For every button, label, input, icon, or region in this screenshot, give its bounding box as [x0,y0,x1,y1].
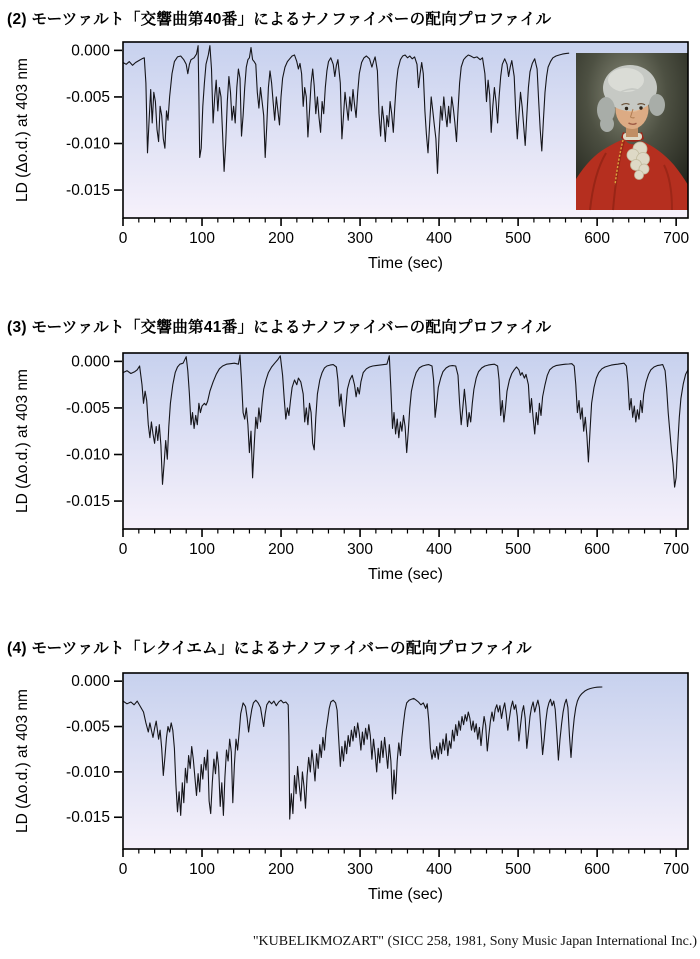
y-tick-label: -0.010 [66,135,110,153]
y-tick-label: -0.015 [66,809,110,827]
x-tick-label: 300 [347,541,374,558]
y-axis-title: LD (Δo.d.) at 403 nm [14,689,31,833]
album-citation: "KUBELIKMOZART" (SICC 258, 1981, Sony Music Japan International Inc.) [252,934,697,949]
x-tick-label: 700 [663,541,690,558]
x-tick-label: 500 [505,541,532,558]
x-tick-label: 600 [584,230,611,247]
x-tick-label: 400 [426,541,453,558]
x-tick-label: 700 [663,861,690,878]
x-tick-label: 600 [584,861,611,878]
y-axis-title: LD (Δo.d.) at 403 nm [14,369,31,513]
x-tick-label: 200 [268,861,294,878]
x-tick-label: 0 [118,230,128,247]
x-tick-label: 0 [118,861,128,878]
x-axis-title: Time (sec) [368,566,443,583]
x-tick-label: 300 [347,861,374,878]
y-axis [66,673,122,826]
x-tick-label: 400 [426,230,453,247]
y-tick-label: -0.010 [66,763,110,781]
y-tick-label: 0.000 [71,42,110,60]
x-tick-label: 200 [268,230,294,247]
y-axis [66,42,122,199]
y-tick-label: 0.000 [71,353,110,371]
mozart-portrait [576,53,688,210]
y-tick-label: 0.000 [71,673,110,691]
y-axis-title: LD (Δo.d.) at 403 nm [14,58,31,202]
y-tick-label: -0.010 [66,446,110,464]
chart-symphony-41 [0,345,700,590]
x-tick-label: 100 [189,230,215,247]
x-tick-label: 500 [505,861,532,878]
chart-requiem [0,665,700,910]
x-tick-label: 200 [268,541,294,558]
x-tick-label: 500 [505,230,532,247]
x-tick-label: 700 [663,230,690,247]
x-tick-label: 400 [426,861,453,878]
y-tick-label: -0.005 [66,718,110,736]
panel-4-title: (4) モーツァルト「レクイエム」によるナノファイバーの配向プロファイル [7,640,532,657]
x-axis [119,529,690,558]
y-tick-label: -0.015 [66,182,110,200]
x-axis-title: Time (sec) [368,255,443,272]
x-tick-label: 600 [584,541,611,558]
x-tick-label: 100 [189,541,215,558]
x-axis [119,849,690,878]
y-axis [66,353,122,510]
y-tick-label: -0.005 [66,88,110,106]
x-axis-title: Time (sec) [368,886,443,903]
y-tick-label: -0.015 [66,493,110,511]
x-tick-label: 0 [118,541,128,558]
chart-symphony-40 [0,34,700,279]
x-axis [119,218,690,247]
y-tick-label: -0.005 [66,399,110,417]
x-tick-label: 100 [189,861,215,878]
panel-2-title: (2) モーツァルト「交響曲第40番」によるナノファイバーの配向プロファイル [7,11,552,28]
panel-3-title: (3) モーツァルト「交響曲第41番」によるナノファイバーの配向プロファイル [7,319,552,336]
x-tick-label: 300 [347,230,374,247]
